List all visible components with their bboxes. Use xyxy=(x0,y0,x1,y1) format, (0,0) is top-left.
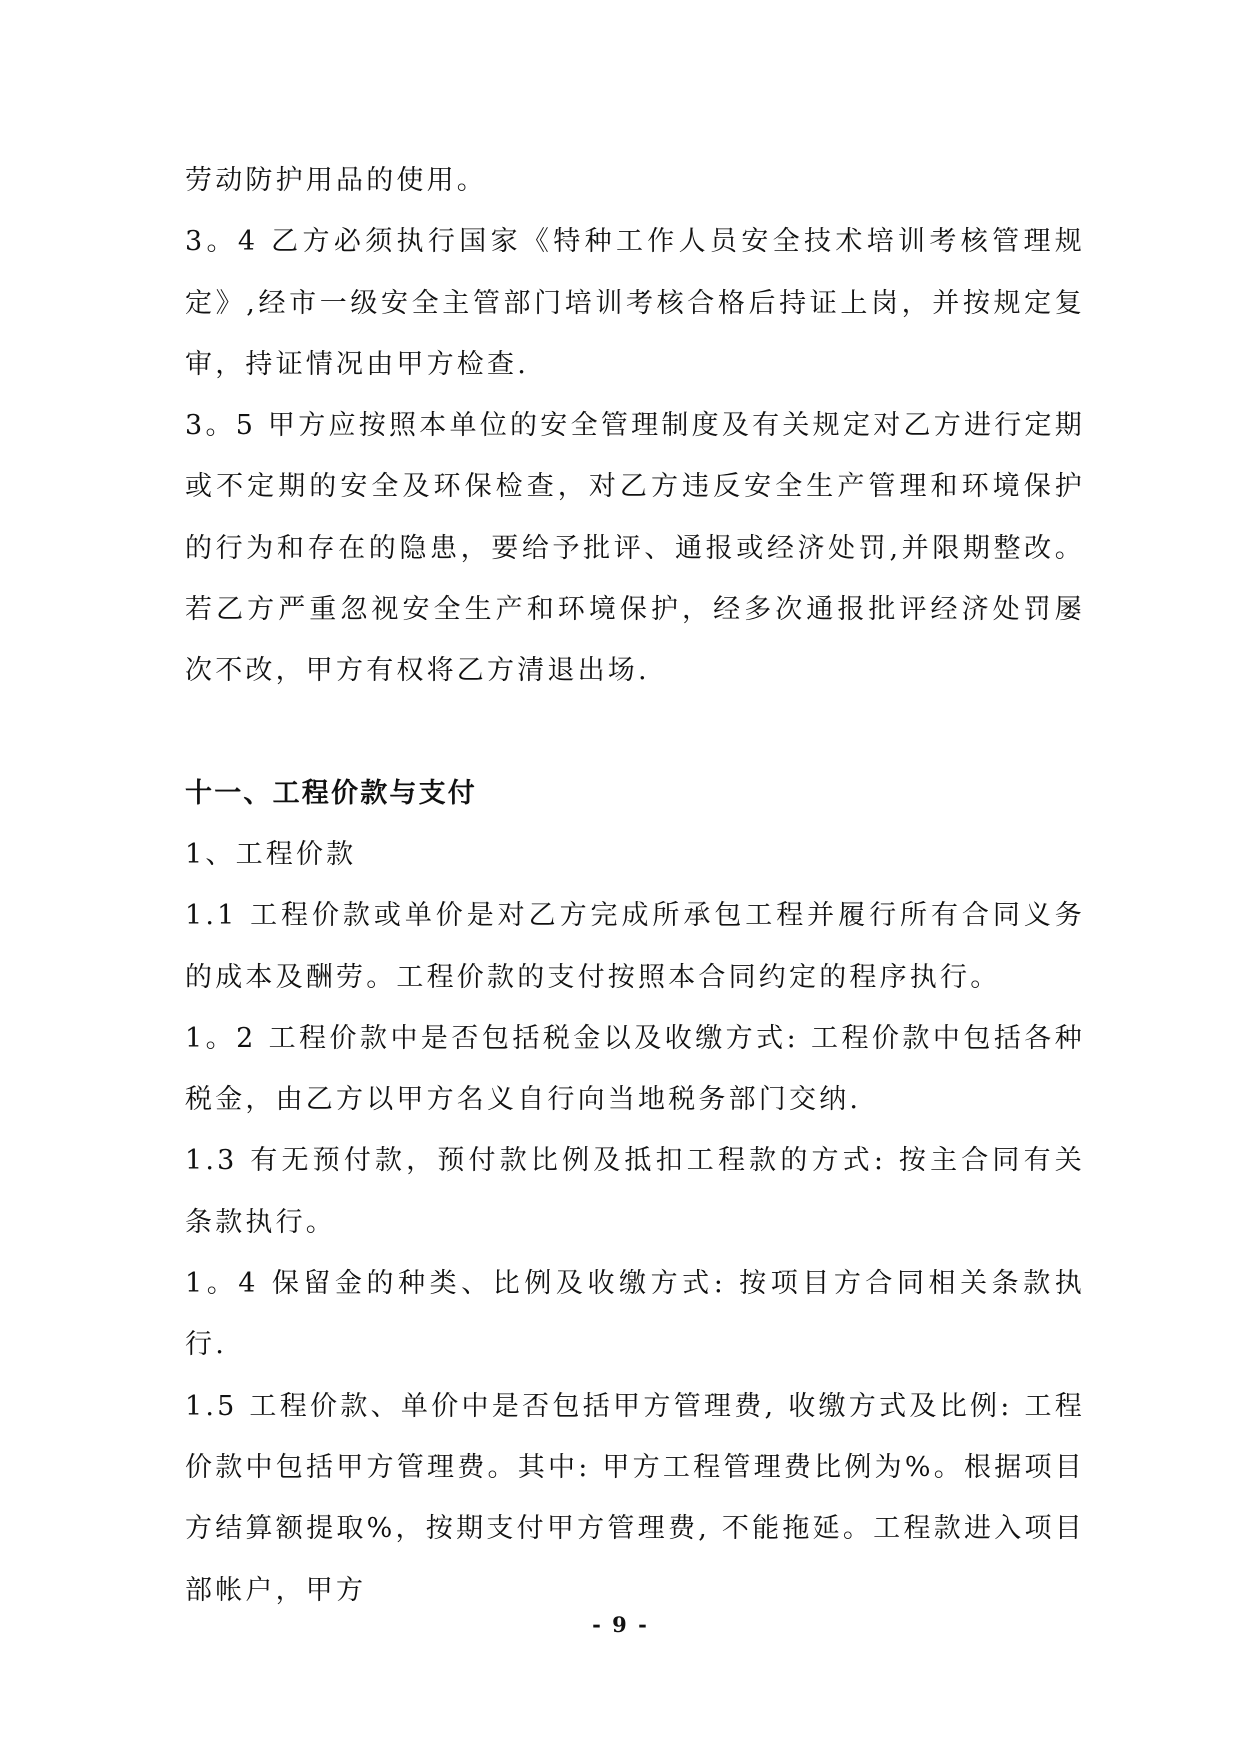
paragraph-protective-equipment: 劳动防护用品的使用。 xyxy=(185,165,487,196)
paragraph-1-5: 1.5 工程价款、单价中是否包括甲方管理费, 收缴方式及比例: 工程价款中包括甲方管理费。其中: 甲方工程管理费比例为%。根据项目方结算额提取%，按期支付甲方管理费, 不能拖延。工程款进入项目部帐户，甲方 xyxy=(185,1390,1085,1606)
paragraph-1-4: 1。4 保留金的种类、比例及收缴方式: 按项目方合同相关条款执行. xyxy=(185,1268,1085,1361)
paragraph-3-4: 3。4 乙方必须执行国家《特种工作人员安全技术培训考核管理规定》,经市一级安全主管部门培训考核合格后持证上岗，并按规定复审，持证情况由甲方检查. xyxy=(185,226,1085,380)
section-heading: 十一、工程价款与支付 xyxy=(185,777,477,809)
section-spacer xyxy=(185,702,1085,763)
subsection-title: 1、工程价款 xyxy=(185,838,357,870)
document-body xyxy=(185,150,1085,1621)
paragraph-1-3: 1.3 有无预付款，预付款比例及抵扣工程款的方式: 按主合同有关条款执行。 xyxy=(185,1145,1085,1238)
page-number: - 9 - xyxy=(592,1612,649,1637)
paragraph-3-5: 3。5 甲方应按照本单位的安全管理制度及有关规定对乙方进行定期或不定期的安全及环保检查，对乙方违反安全生产管理和环境保护的行为和存在的隐患，要给予批评、通报或经济处罚,并限期整改。若乙方严重忽视安全生产和环境保护，经多次通报批评经济处罚屡次不改，甲方有权将乙方清退出场. xyxy=(185,410,1085,687)
paragraph-1-1: 1.1 工程价款或单价是对乙方完成所承包工程并履行所有合同义务的成本及酬劳。工程价款的支付按照本合同约定的程序执行。 xyxy=(185,900,1085,993)
paragraph-1-2: 1。2 工程价款中是否包括税金以及收缴方式: 工程价款中包括各种税金，由乙方以甲方名义自行向当地税务部门交纳. xyxy=(185,1022,1085,1116)
